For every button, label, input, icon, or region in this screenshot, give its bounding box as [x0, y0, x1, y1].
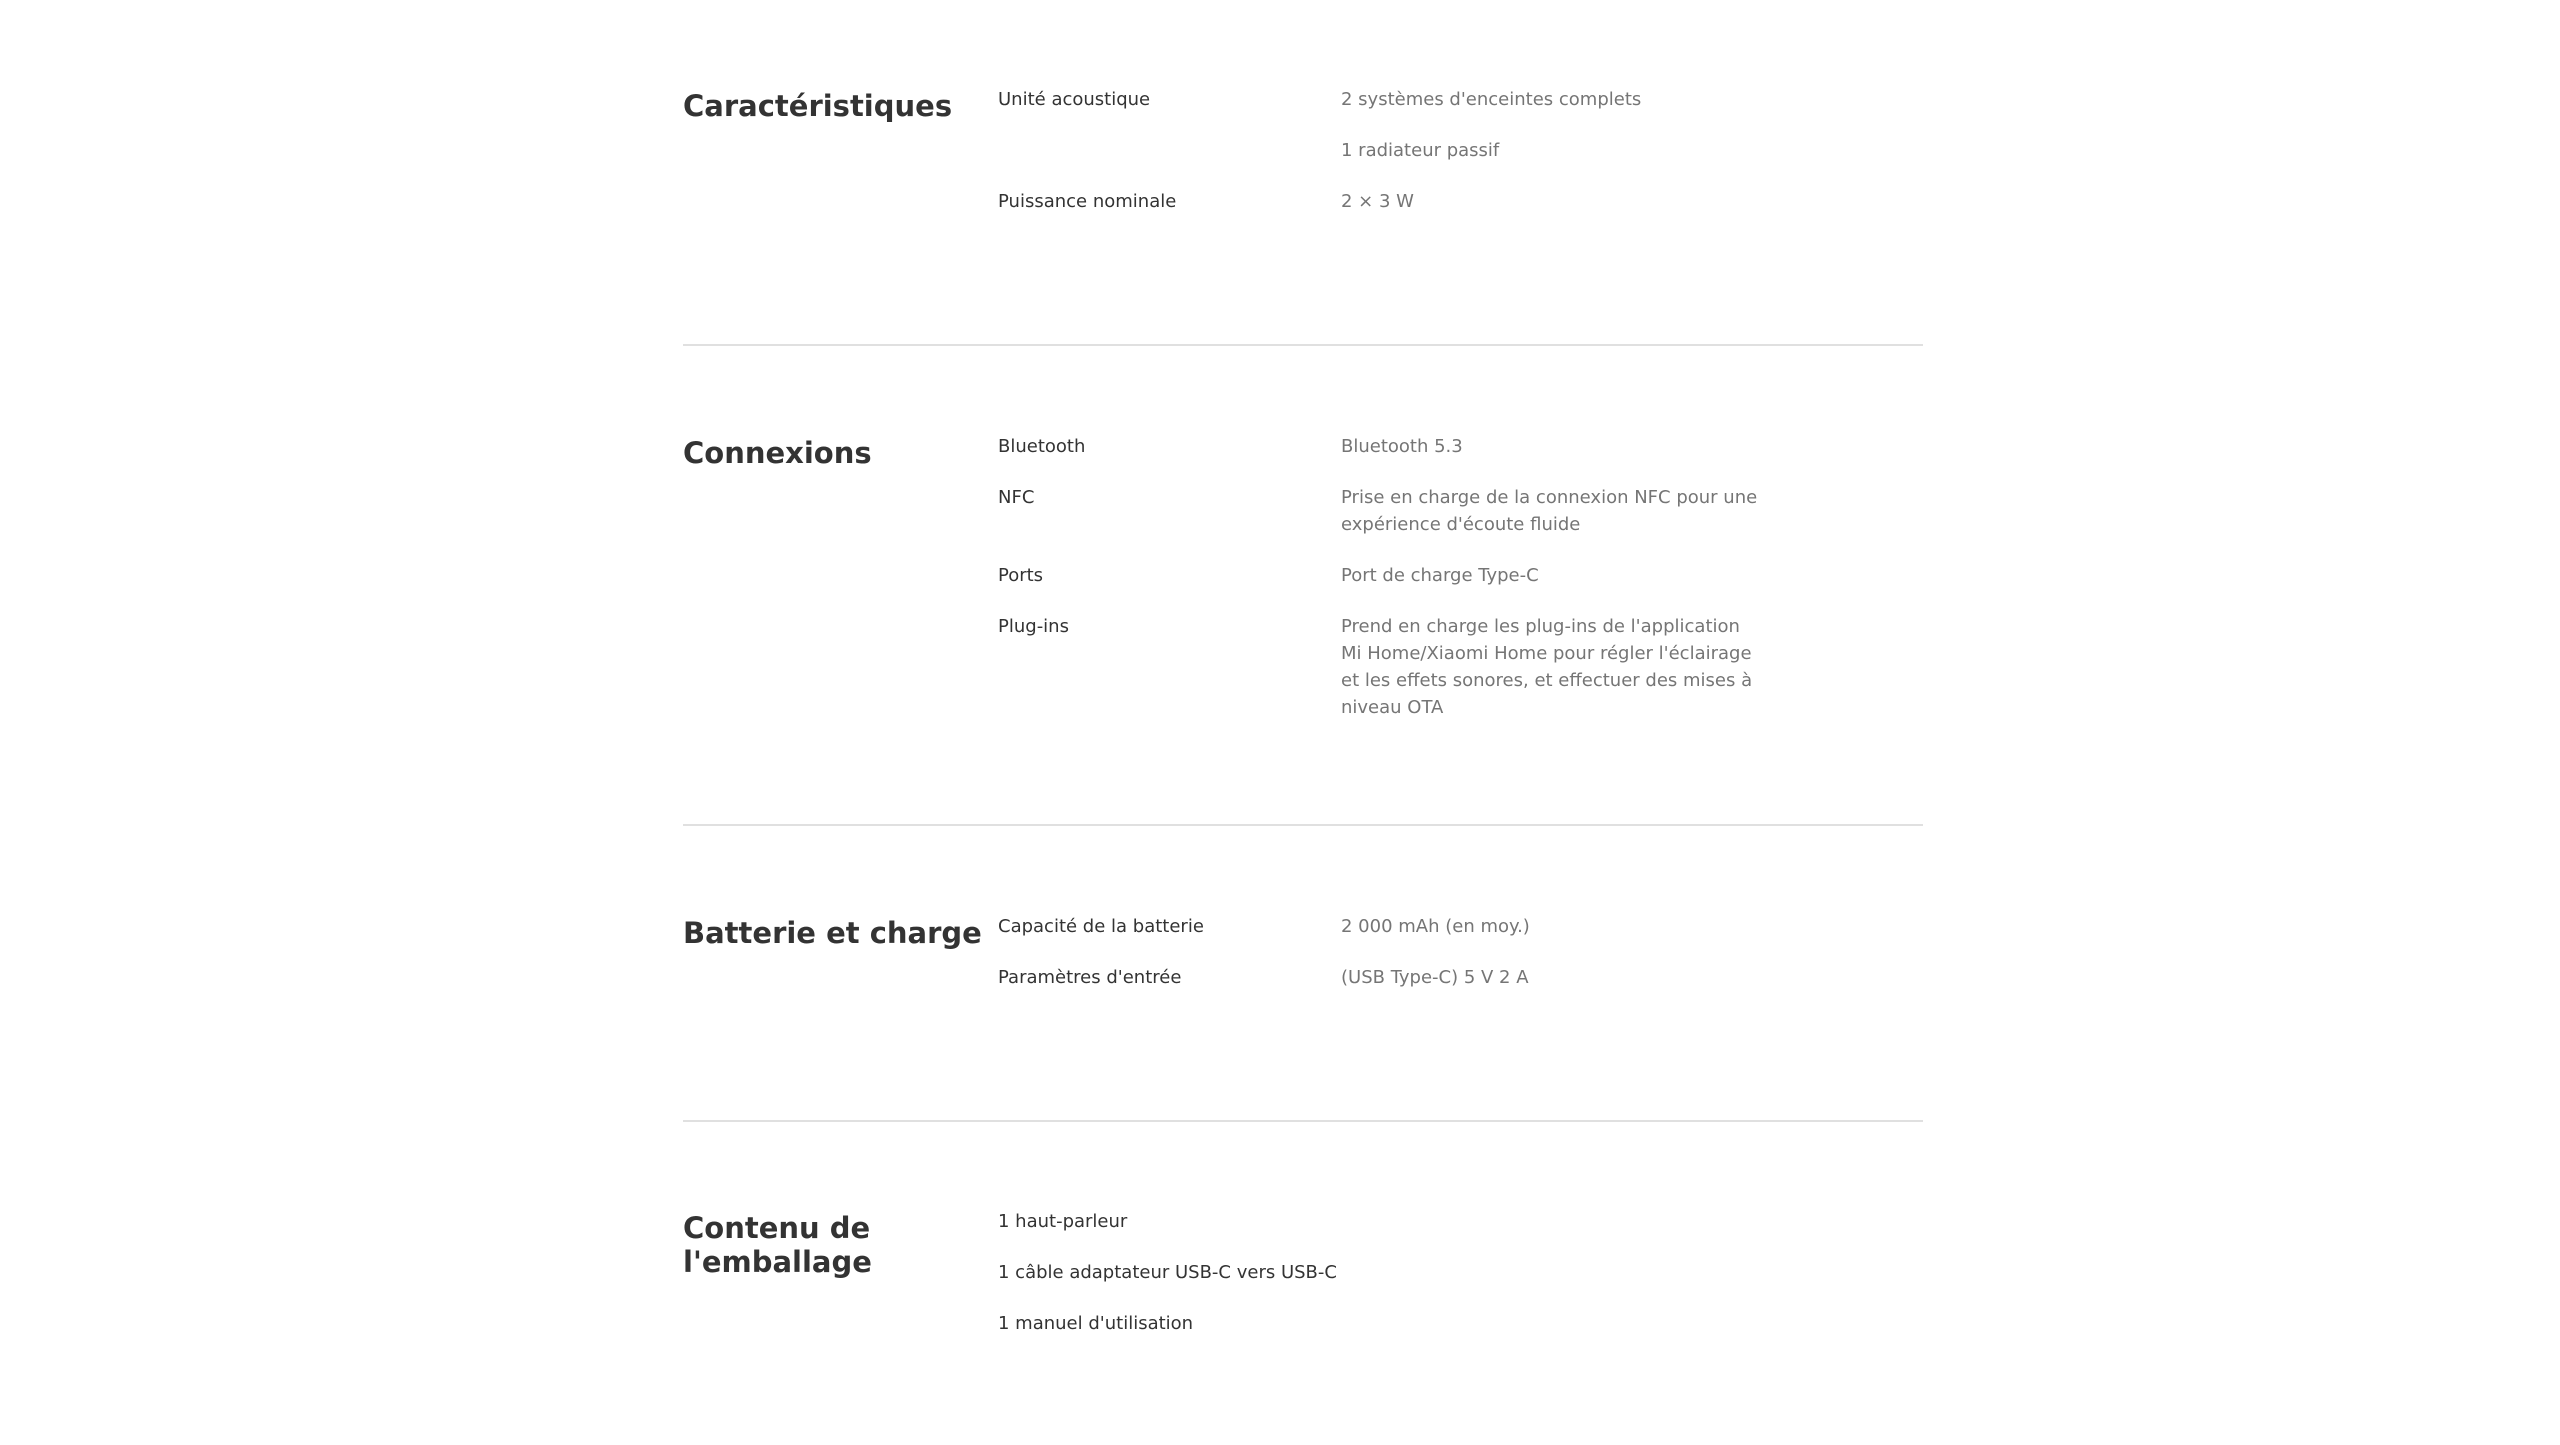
- section-divider: [683, 344, 1923, 346]
- spec-values: [1341, 562, 1761, 589]
- spec-values: [1341, 484, 1761, 538]
- spec-value: Prise en charge de la connexion NFC pour une expérience d'écoute fluide: [1341, 487, 1758, 535]
- package-item: 1 câble adaptateur USB-C vers USB-C: [998, 1262, 1337, 1283]
- spec-row-capacite: [998, 913, 1923, 940]
- section-body: [998, 913, 1923, 991]
- section-divider: [683, 824, 1923, 826]
- section-title: Connexions: [683, 436, 872, 470]
- section-connexions: [683, 433, 1923, 721]
- spec-label: Plug-ins: [998, 616, 1069, 637]
- section-batterie: [683, 913, 1923, 991]
- section-title: Batterie et charge: [683, 916, 982, 950]
- spec-row-ports: [998, 562, 1923, 589]
- spec-row-unite-acoustique: [998, 86, 1923, 164]
- section-body: [998, 86, 1923, 215]
- spec-values: [1341, 964, 1761, 991]
- spec-values: [1341, 86, 1761, 164]
- spec-row-parametres-entree: [998, 964, 1923, 991]
- spec-label: Bluetooth: [998, 436, 1086, 457]
- spec-values: [1341, 913, 1761, 940]
- spec-values: [1341, 433, 1761, 460]
- section-body: [998, 433, 1923, 721]
- spec-label: Paramètres d'entrée: [998, 967, 1182, 988]
- spec-value: Port de charge Type-C: [1341, 565, 1539, 586]
- spec-label: Puissance nominale: [998, 191, 1177, 212]
- spec-label: Unité acoustique: [998, 89, 1151, 110]
- spec-label: Ports: [998, 565, 1044, 586]
- section-body: [903, 1208, 1923, 1337]
- section-caracteristiques: [683, 86, 1923, 215]
- package-item: 1 manuel d'utilisation: [998, 1313, 1194, 1334]
- section-title: Contenu de l'emballage: [683, 1211, 872, 1279]
- section-title: Caractéristiques: [683, 89, 953, 123]
- spec-label: NFC: [998, 487, 1035, 508]
- spec-value: 2 systèmes d'enceintes complets: [1341, 89, 1642, 110]
- spec-row-plug-ins: [998, 613, 1923, 721]
- spec-values: [1341, 613, 1761, 721]
- package-item: 1 haut-parleur: [998, 1211, 1128, 1232]
- spec-value: Bluetooth 5.3: [1341, 436, 1463, 457]
- spec-value: 1 radiateur passif: [1341, 140, 1500, 161]
- spec-values: [1341, 188, 1761, 215]
- section-contenu: [683, 1208, 1923, 1337]
- spec-value: Prend en charge les plug-ins de l'application Mi Home/Xiaomi Home pour régler l'éclairage et les effets sonores, et effectuer des mises à niveau OTA: [1341, 616, 1753, 718]
- spec-row-bluetooth: [998, 433, 1923, 460]
- spec-value: (USB Type-C) 5 V 2 A: [1341, 967, 1529, 988]
- spec-row-puissance-nominale: [998, 188, 1923, 215]
- spec-value: 2 000 mAh (en moy.): [1341, 916, 1530, 937]
- spec-label: Capacité de la batterie: [998, 916, 1204, 937]
- spec-value: 2 × 3 W: [1341, 191, 1414, 212]
- spec-row-nfc: [998, 484, 1923, 538]
- section-divider: [683, 1120, 1923, 1122]
